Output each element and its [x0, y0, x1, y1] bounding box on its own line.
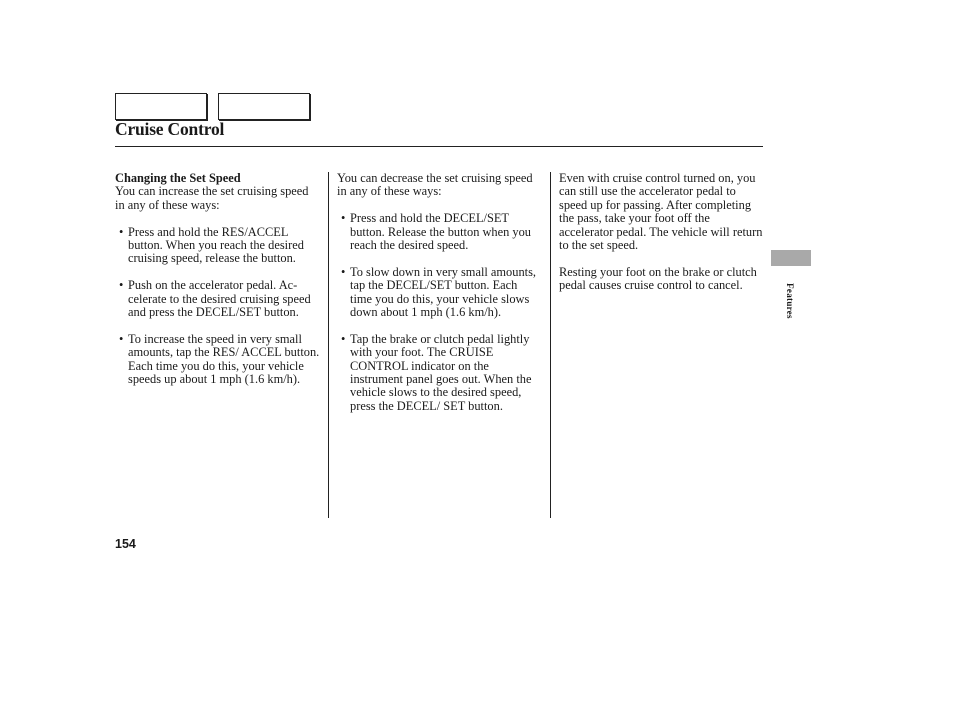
- title-divider: [115, 146, 763, 147]
- list-item: • Press and hold the DECEL/SET button. Release the button when you reach the desired speed.: [337, 212, 539, 252]
- list-item: • Tap the brake or clutch pedal lightly with your foot. The CRUISE CONTROL indicator on the instrument panel goes out. When the vehicle slows to the desired speed, press the DECEL/ SET button.: [337, 333, 539, 413]
- list-item: • To increase the speed in very small amounts, tap the RES/ ACCEL button. Each time you do this, your vehicle speeds up about 1 mph (1.6 km/h).: [115, 333, 320, 387]
- paragraph: You can decrease the set cruising speed in any of these ways:: [337, 171, 533, 199]
- column-2: [337, 172, 539, 413]
- paragraph: Resting your foot on the brake or clutch pedal causes cruise control to cancel.: [559, 264, 757, 293]
- list-item: • Push on the accelerator pedal. Ac-celerate to the desired cruising speed and press the DECEL/SET button.: [115, 279, 320, 319]
- bullet-list: [337, 212, 539, 413]
- section-heading: Changing the Set Speed: [115, 171, 241, 185]
- list-item: • Press and hold the RES/ACCEL button. When you reach the desired cruising speed, release the button.: [115, 226, 320, 266]
- paragraph: You can increase the set cruising speed in any of these ways:: [115, 184, 309, 212]
- column-divider: [328, 172, 329, 518]
- column-divider: [550, 172, 551, 518]
- column-1: [115, 172, 320, 386]
- paragraph: Even with cruise control turned on, you can still use the accelerator pedal to speed up for passing. After completing the pass, take your foot off the accelerator pedal. The vehicle will return to the set speed.: [559, 171, 763, 253]
- section-tab[interactable]: [771, 250, 811, 266]
- column-3: [559, 172, 765, 293]
- page-title: Cruise Control: [115, 119, 225, 139]
- nav-button-previous[interactable]: [115, 93, 207, 120]
- page-number: 154: [115, 537, 136, 551]
- section-label: Features: [785, 283, 795, 319]
- nav-button-next[interactable]: [218, 93, 310, 120]
- list-item: • To slow down in very small amounts, tap the DECEL/SET button. Each time you do this, your vehicle slows down about 1 mph (1.6 km/h).: [337, 266, 539, 320]
- bullet-list: [115, 226, 320, 387]
